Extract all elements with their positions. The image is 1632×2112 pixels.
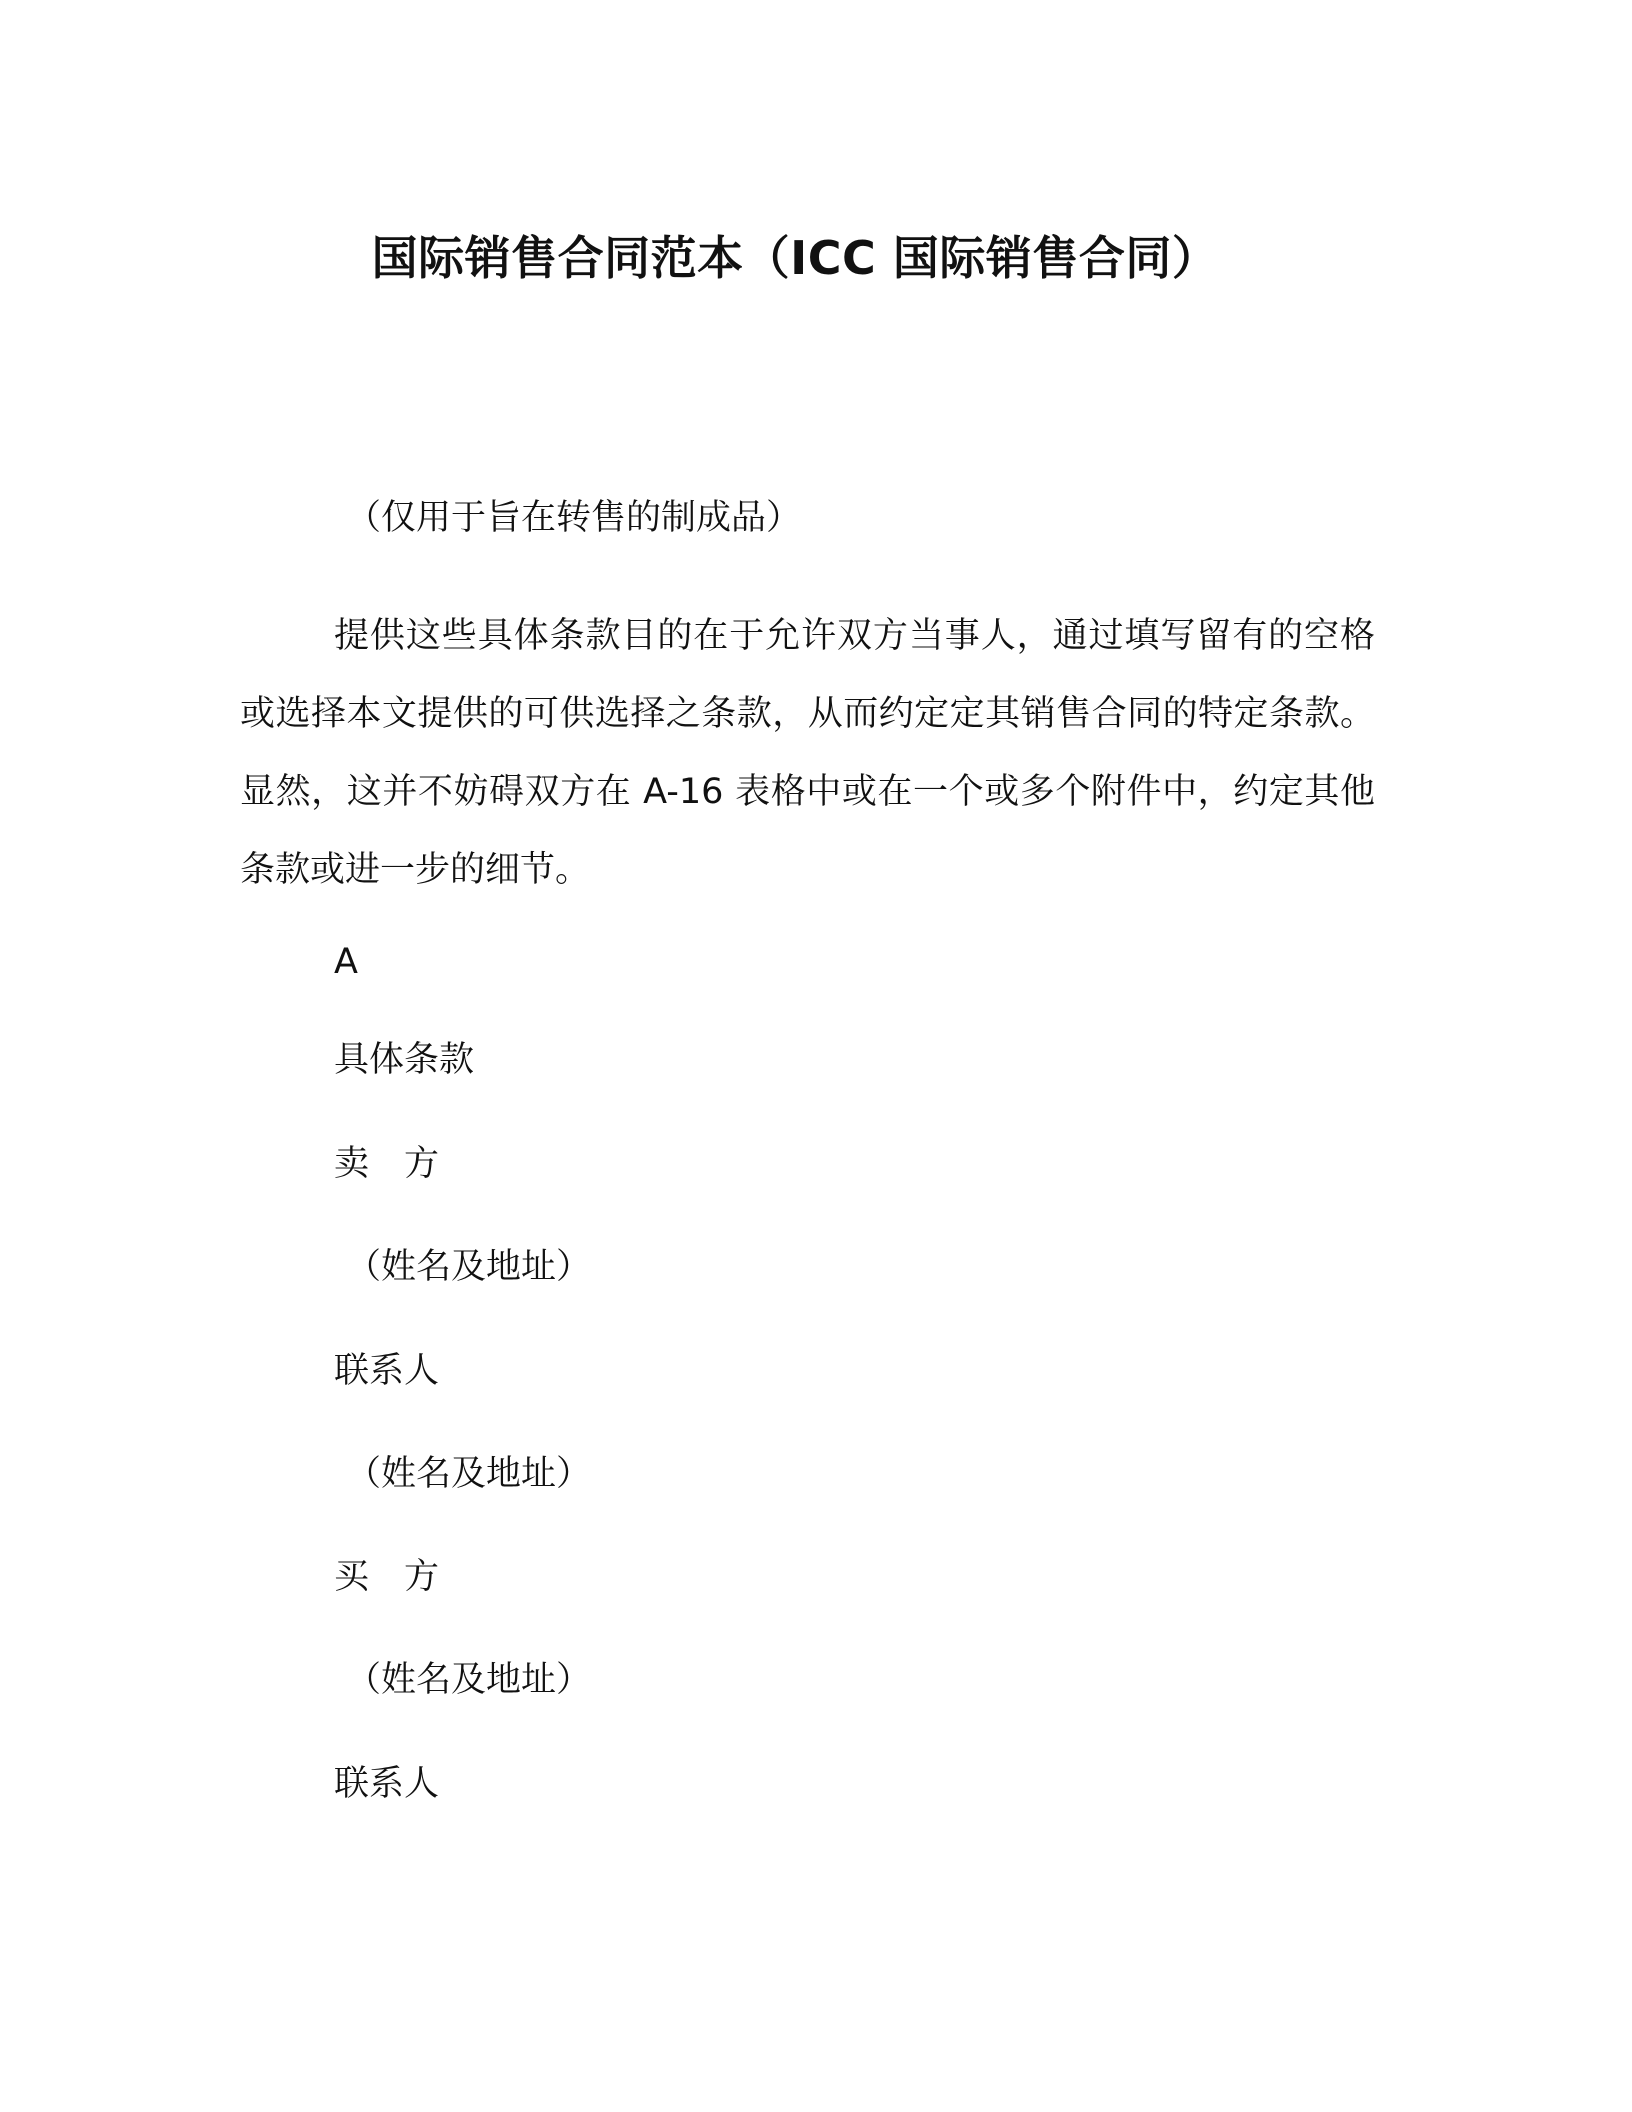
buyer-label: 买 方 xyxy=(334,1557,440,1597)
seller-label: 卖 方 xyxy=(334,1144,440,1184)
document-title: 国际销售合同范本（ICC 国际销售合同） xyxy=(371,231,1219,285)
section-heading: 具体条款 xyxy=(334,1040,475,1080)
seller-name-address: （姓名及地址） xyxy=(346,1247,592,1287)
buyer-name-address: （姓名及地址） xyxy=(346,1660,592,1700)
seller-contact-name-address: （姓名及地址） xyxy=(346,1454,592,1494)
scope-note: （仅用于旨在转售的制成品） xyxy=(346,498,802,538)
intro-paragraph: 提供这些具体条款目的在于允许双方当事人，通过填写留有的空格或选择本文提供的可供选择之条款，从而约定定其销售合同的特定条款。显然，这并不妨碍双方在 A-16 表格中或在一个或多个附件中，约定其他条款或进一步的细节。 xyxy=(240,616,1375,890)
buyer-contact-label: 联系人 xyxy=(334,1764,440,1804)
section-letter: A xyxy=(334,942,358,982)
seller-contact-label: 联系人 xyxy=(334,1351,440,1391)
